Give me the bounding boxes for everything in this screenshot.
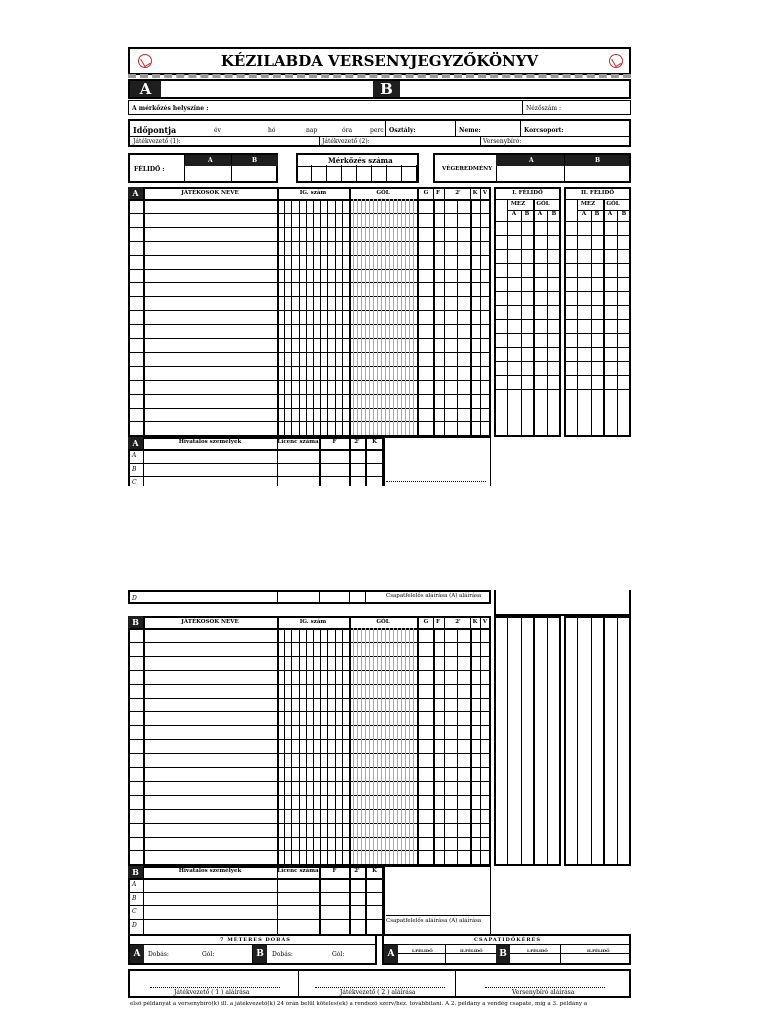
v-header: V	[482, 190, 488, 196]
second-half-b1: B	[594, 211, 600, 217]
team-names-row	[128, 79, 631, 99]
goals-header: GÓL	[376, 619, 390, 625]
halftime-b: B	[252, 157, 258, 164]
timeout-box	[382, 934, 631, 965]
officials-two-header: 2'	[354, 439, 360, 446]
players-name-header: JÁTÉKOSOK NEVE	[181, 190, 239, 196]
second-half-shirt-header: MEZ	[580, 201, 596, 207]
timeout-a-h2: II.FÉLIDŐ	[460, 948, 483, 953]
spectators-label: Nézőszám :	[526, 105, 562, 112]
match-number-label: Mérkőzés száma	[328, 156, 393, 165]
division-label: Osztály:	[389, 127, 416, 134]
final-b: B	[595, 157, 601, 164]
team-b-player-table	[128, 628, 491, 866]
second-half-a1: A	[581, 211, 587, 217]
official-row-b: B	[132, 894, 137, 902]
second-half-table	[564, 187, 631, 437]
v-header: V	[482, 619, 488, 625]
first-half-b2: B	[551, 211, 557, 217]
page-title: KÉZILABDA VERSENYJEGYZŐKÖNYV	[220, 52, 539, 70]
minute-label: perc	[370, 127, 384, 134]
final-result-label: VÉGEREDMÉNY	[442, 166, 493, 172]
second-half-table	[564, 616, 631, 866]
team-a-name-input[interactable]	[164, 82, 369, 96]
captain-signature-box	[384, 437, 491, 491]
seven-m-goals-a: Gól:	[202, 951, 215, 958]
team-b-name-input[interactable]	[403, 82, 628, 96]
venue-row	[128, 100, 631, 115]
judge-label: Versenybíró:	[483, 138, 522, 145]
date-block	[128, 119, 631, 147]
halftime-label: FÉLIDŐ :	[134, 166, 165, 173]
seven-m-throws-b: Dobás:	[272, 951, 293, 958]
venue-label: A mérkőzés helyszíne :	[132, 105, 209, 112]
ref2-signature-label: Játékvezető ( 2 ) aláírása	[340, 989, 416, 996]
g-header: G	[423, 619, 429, 625]
timeout-title: CSAPATIDŐKÉRÉS	[474, 937, 541, 943]
captain-signature-box	[384, 866, 491, 936]
captain-signature-label-top: Csapatfelelős aláírása (A) aláírása	[386, 593, 482, 599]
day-label: nap	[306, 127, 318, 134]
team-a-player-table	[128, 199, 491, 437]
first-half-shirt-header: MEZ	[510, 201, 526, 207]
official-row-b: B	[132, 465, 137, 473]
f-header: F	[436, 190, 440, 196]
timeout-b-h1: I.FÉLIDŐ	[527, 948, 548, 953]
two-min-header: 2'	[455, 619, 461, 625]
f-header: F	[436, 619, 440, 625]
month-label: hó	[268, 127, 276, 134]
captain-signature-label: Csapatfelelős aláírása (A) aláírása	[386, 918, 482, 925]
team-a-table-badge: A	[128, 187, 143, 200]
second-half-b2: B	[621, 211, 627, 217]
final-a: A	[529, 157, 534, 164]
hour-label: óra	[342, 127, 353, 134]
official-row-d: D	[132, 921, 137, 929]
first-half-header: I. FÉLIDŐ	[512, 190, 543, 196]
two-min-header: 2'	[455, 190, 461, 196]
k-header: K	[472, 190, 478, 196]
officials-f-header: F	[332, 439, 337, 446]
first-half-a1: A	[511, 211, 517, 217]
seven-m-goals-b: Gól:	[332, 951, 345, 958]
seven-m-throws-a: Dobás:	[148, 951, 169, 958]
officials-title: Hivatalos személyek	[178, 439, 242, 446]
year-label: év	[214, 127, 221, 134]
seven-m-team-a: A	[130, 945, 144, 963]
second-half-a2: A	[607, 211, 613, 217]
timeout-team-b: B	[496, 945, 510, 963]
goals-header: GÓL	[376, 190, 390, 196]
official-row-a: A	[132, 881, 137, 889]
team-b-badge: B	[373, 81, 400, 97]
official-row-c: C	[132, 479, 137, 487]
seven-meter-box	[128, 934, 377, 965]
second-half-header: II. FÉLIDŐ	[580, 190, 615, 196]
g-header: G	[423, 190, 429, 196]
second-half-gol-header: GÓL	[606, 201, 620, 207]
title-bar	[128, 47, 631, 75]
team-b-table-badge: B	[128, 616, 143, 629]
id-number-header: IG. szám	[299, 190, 327, 196]
officials-k-header: K	[372, 868, 377, 875]
first-half-b1: B	[524, 211, 530, 217]
judge-signature-label: Versenybíró aláírása	[512, 989, 575, 996]
referee2-label: Játékvezető (2):	[322, 138, 370, 145]
first-half-table	[494, 187, 561, 437]
footer-note: első példányát a versenybíró(k) ill. a játékvezető(k) 24 órán belül köteles(ek) a rendező szerv/hez. továbbítani. A 2. példány a vendég csapaté, míg a 3. példány a	[130, 1001, 588, 1007]
official-row-d-top: D	[132, 595, 137, 602]
referee1-label: Játékvezető (1):	[133, 138, 181, 145]
halftime-a: A	[208, 157, 213, 164]
timeout-b-h2: II.FÉLIDŐ	[587, 948, 610, 953]
officials-title: Hivatalos személyek	[178, 868, 242, 875]
ref1-signature-label: Játékvezető ( 1 ) aláírása	[174, 989, 250, 996]
licence-header: Licenc száma	[277, 439, 319, 446]
first-half-a2: A	[537, 211, 543, 217]
final-result-box	[433, 153, 631, 183]
players-name-header: JÁTÉKOSOK NEVE	[181, 619, 239, 625]
timeout-a-h1: I.FÉLIDŐ	[412, 948, 433, 953]
k-header: K	[472, 619, 478, 625]
gender-label: Neme:	[459, 127, 481, 134]
date-label: Időpontja	[133, 125, 177, 135]
officials-team-badge: A	[128, 437, 143, 449]
id-number-header: IG. szám	[299, 619, 327, 625]
halftime-score	[128, 153, 278, 183]
signature-row	[128, 969, 631, 998]
officials-k-header: K	[372, 439, 377, 446]
official-row-a: A	[132, 452, 137, 460]
officials-two-header: 2'	[354, 868, 360, 875]
handball-logo-icon	[609, 54, 623, 68]
age-group-label: Korcsoport:	[524, 127, 564, 134]
first-half-gol-header: GÓL	[536, 201, 550, 207]
officials-f-header: F	[332, 868, 337, 875]
first-half-table	[494, 616, 561, 866]
seven-meter-title: 7 MÉTERES DOBÁS	[220, 937, 291, 943]
officials-team-badge: B	[128, 866, 143, 878]
timeout-team-a: A	[384, 945, 398, 963]
licence-header: Licenc száma	[277, 868, 319, 875]
team-a-badge: A	[130, 81, 161, 97]
official-row-c: C	[132, 908, 137, 916]
seven-m-team-b: B	[253, 945, 267, 963]
